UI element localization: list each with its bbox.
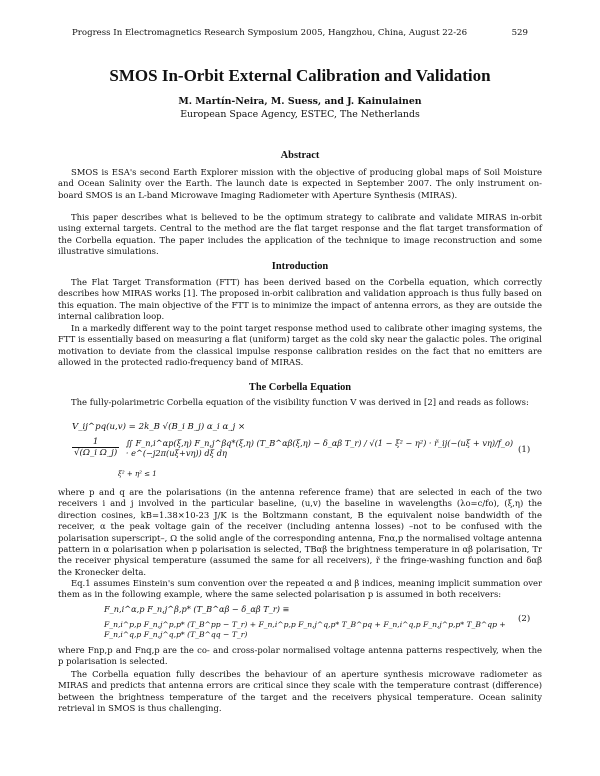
page-number: 529 [511, 28, 528, 38]
corbella-paragraph-3: Eq.1 assumes Einstein's sum convention over the repeated α and β indices, meaning implicit summation over them as in the following example, where the same selected polarisation p is assumed in both receivers: [58, 578, 542, 600]
equation-2-line-1: F_n,i^α,p F_n,j^β,p* (T_B^αβ − δ_αβ T_r) ≡ [104, 604, 290, 614]
affiliation: European Space Agency, ESTEC, The Netherlands [180, 109, 420, 120]
abstract-paragraph-2: This paper describes what is believed to be the optimum strategy to calibrate and validate MIRAS in-orbit using external targets. Central to the method are the flat target response and the flat target transformation of the Corbella equation. The paper includes the application of the technique to image reconstruction and some illustrative simulations. [58, 212, 542, 257]
running-head-text: Progress In Electromagnetics Research Symposium 2005, Hangzhou, China, August 22-26 [72, 28, 468, 38]
introduction-paragraph-1: The Flat Target Transformation (FTT) has been derived based on the Corbella equation, which correctly describes how MIRAS works [1]. The proposed in-orbit calibration and validation approach is thus fully based on this equation. The main objective of the FTT is to minimize the impact of antenna errors, as they are outside the internal calibration loop. [58, 277, 542, 322]
authors: M. Martín-Neira, M. Suess, and J. Kainulainen [178, 96, 422, 107]
equation-1-body [72, 437, 516, 458]
equation-1-line-1: V_ij^pq(u,v) = 2k_B √(B_i B_j) α_i α_j × [72, 422, 246, 432]
equation-1-integrand: ∬ F_n,i^αp(ξ,η) F_n,j^βq*(ξ,η) (T_B^αβ(ξ,η) − δ_αβ T_r) / √(1 − ξ² − η²) · r̃_ij(−(uξ + vη)/f_o) · e^(−j2π(uξ+vη)) dξ dη [125, 437, 514, 458]
corbella-heading: The Corbella Equation [248, 382, 352, 393]
equation-1-prefactor-denominator: √(Ω_i Ω_j) [74, 448, 118, 458]
equation-1-prefactor-numerator: 1 [72, 437, 119, 448]
abstract-heading: Abstract [280, 150, 320, 161]
corbella-paragraph-4: where Fnp,p and Fnq,p are the co- and cross-polar normalised voltage antenna patterns respectively, when the p polarisation is selected. [58, 645, 542, 667]
equation-1-number: (1) [518, 445, 531, 455]
introduction-heading: Introduction [271, 261, 329, 272]
equation-1-domain: ξ² + η² ≤ 1 [118, 470, 157, 478]
corbella-paragraph-2: where p and q are the polarisations (in the antenna reference frame) that are selected in each of the two receivers i and j involved in the particular baseline, (u,v) the baseline in wavelengths (λo=c/fo), (ξ,η) the direction cosines, kB=1.38×10-23 J/K is the Boltzmann constant, B the equivalent noise bandwidth of the receiver, α the peak voltage gain of the receiver (including antenna losses) –not to be confused with the polarisation superscript–, Ω the solid angle of the corresponding antenna, Fnα,p the normalised voltage antenna pattern in α polarisation when p polarisation is selected, TBαβ the brightness temperature in αβ polarisation, Tr the receiver physical temperature (assumed the same for all receivers), r̃ the fringe-washing function and δαβ the Kronecker delta. [58, 487, 542, 577]
abstract-paragraph-1: SMOS is ESA's second Earth Explorer mission with the objective of producing global maps of Soil Moisture and Ocean Salinity over the Earth. The launch date is expected in September 2007. The only instrument on-board SMOS is an L-band Microwave Imaging Radiometer with Aperture Synthesis (MIRAS). [58, 167, 542, 200]
corbella-paragraph-5: The Corbella equation fully describes the behaviour of an aperture synthesis microwave radiometer as MIRAS and predicts that antenna errors are critical since they scale with the temperature contrast (difference) between the brightness temperature of the target and the receivers physical temperature. Ocean salinity retrieval in SMOS is thus challenging. [58, 669, 542, 714]
equation-2-number: (2) [518, 614, 531, 624]
corbella-paragraph-1: The fully-polarimetric Corbella equation of the visibility function V was derived in [2] and reads as follows: [71, 397, 529, 407]
equation-1-prefactor [72, 437, 119, 458]
introduction-paragraph-2: In a markedly different way to the point target response method used to calibrate other imaging systems, the FTT is essentially based on measuring a flat (uniform) target as the cold sky near the galactic poles. The original motivation to deviate from the classical impulse response calibration resides on the fact that no emitters are allowed in the protected radio-frequency band of MIRAS. [58, 323, 542, 368]
paper-title: SMOS In-Orbit External Calibration and Validation [109, 66, 491, 85]
equation-2-line-2: F_n,i^p,p F_n,j^p,p* (T_B^pp − T_r) + F_n,i^p,p F_n,j^q,p* T_B^pq + F_n,i^q,p F_n,j^p,p* T_B^qp + F_n,i^q,p F_n,j^q,p* (T_B^qq − T_r) [104, 620, 506, 639]
running-header [72, 28, 528, 38]
